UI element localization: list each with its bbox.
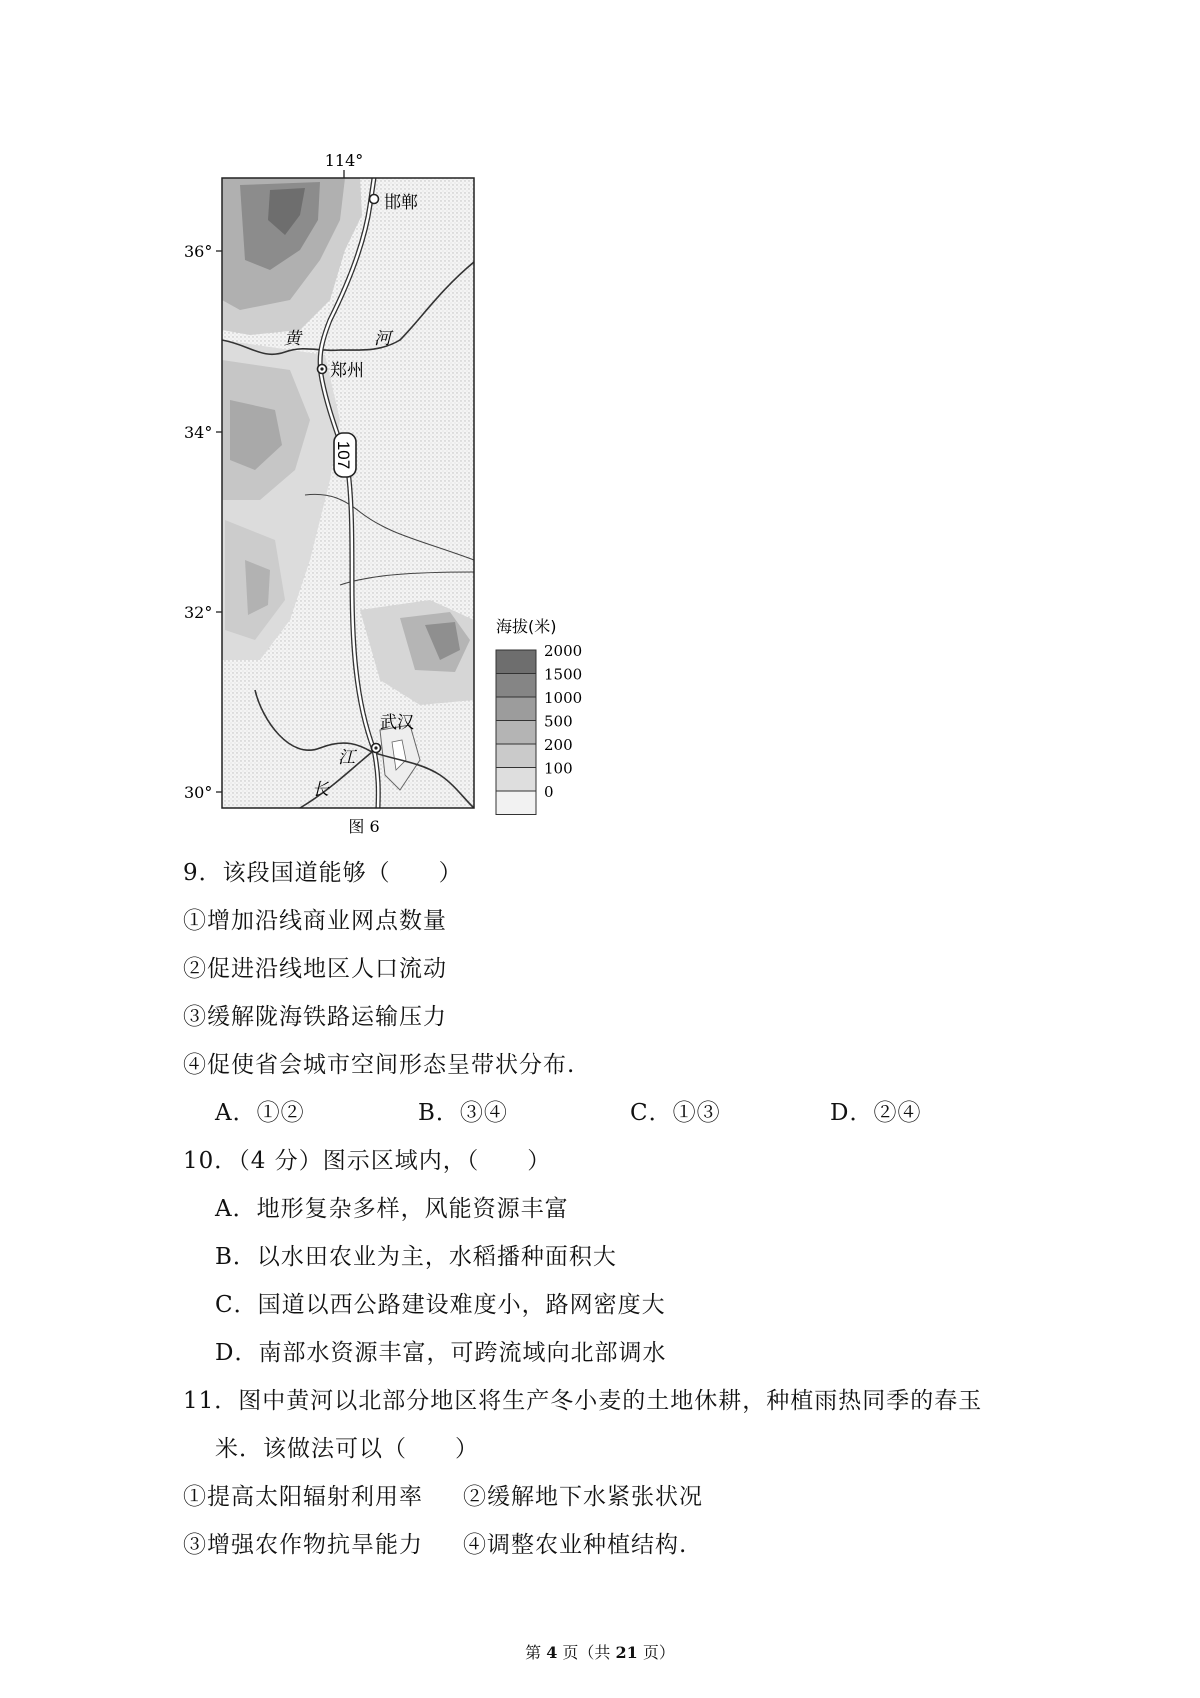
question-10-stem: 10．（4 分）图示区域内，（ ） — [183, 1148, 552, 1174]
legend-swatch — [496, 697, 536, 721]
city-label: 武汉 — [380, 713, 414, 733]
question-9-item: ③缓解陇海铁路运输压力 — [183, 1004, 447, 1030]
legend-swatch — [496, 744, 536, 768]
question-9-item: ④促使省会城市空间形态呈带状分布. — [183, 1052, 576, 1078]
question-11-item: ②缓解地下水紧张状况 — [463, 1484, 703, 1510]
road-label: 107 — [334, 440, 353, 470]
question-9-item: ②促进沿线地区人口流动 — [183, 956, 447, 982]
question-11-stem-continued: 米．该做法可以（ ） — [215, 1436, 479, 1462]
river-label: 黄 — [284, 329, 301, 349]
latitude-label: 30° — [184, 783, 213, 802]
highway-shield — [334, 433, 356, 477]
longitude-label: 114° — [324, 151, 364, 170]
legend-value: 2000 — [544, 642, 583, 660]
page-total: 21 — [615, 1643, 638, 1662]
river-label: 江 — [338, 748, 355, 768]
legend-swatch — [496, 768, 536, 792]
option-d[interactable]: D．南部水资源丰富，可跨流域向北部调水 — [215, 1340, 667, 1366]
river-label: 长 — [312, 780, 329, 800]
question-9-stem: 9．该段国道能够（ ） — [183, 860, 463, 886]
question-11-stem: 11．图中黄河以北部分地区将生产冬小麦的土地休耕，种植雨热同季的春玉 — [183, 1388, 983, 1414]
option-b[interactable]: B．③④ — [418, 1100, 508, 1126]
legend-swatch — [496, 791, 536, 815]
question-11-item: ①提高太阳辐射利用率 — [183, 1484, 423, 1510]
legend-value: 200 — [544, 736, 573, 754]
question-11-item: ④调整农业种植结构. — [463, 1532, 688, 1558]
legend-value: 0 — [544, 783, 554, 801]
page-number: 4 — [546, 1643, 558, 1662]
legend-title: 海拔(米) — [496, 617, 557, 636]
legend-value: 1500 — [544, 665, 583, 684]
latitude-label: 34° — [184, 423, 213, 442]
elevation-legend — [496, 642, 582, 815]
figure-caption: 图 6 — [348, 817, 380, 836]
question-11-item: ③增强农作物抗旱能力 — [183, 1532, 423, 1558]
option-a[interactable]: A．地形复杂多样，风能资源丰富 — [215, 1196, 569, 1222]
latitude-label: 32° — [184, 603, 213, 622]
river-label: 河 — [374, 329, 391, 349]
elevation-map — [0, 0, 1200, 840]
city-marker — [370, 195, 379, 204]
latitude-label: 36° — [184, 242, 213, 261]
city-label: 邯郸 — [384, 193, 418, 213]
option-d[interactable]: D．②④ — [830, 1100, 922, 1126]
legend-value: 500 — [544, 712, 573, 731]
figure-6-map — [0, 0, 1200, 840]
page-footer: 第 4 页（共 21 页） — [525, 1643, 675, 1662]
legend-swatch — [496, 650, 536, 674]
option-c[interactable]: C．①③ — [630, 1100, 721, 1126]
legend-value: 1000 — [544, 689, 583, 707]
legend-value: 100 — [544, 759, 573, 778]
city-label: 郑州 — [330, 361, 364, 381]
option-c[interactable]: C．国道以西公路建设难度小，路网密度大 — [215, 1292, 666, 1318]
option-a[interactable]: A．①② — [215, 1100, 305, 1126]
legend-swatch — [496, 721, 536, 745]
question-9-options — [0, 1098, 1200, 1128]
legend-swatch — [496, 674, 536, 698]
question-9-item: ①增加沿线商业网点数量 — [183, 908, 447, 934]
option-b[interactable]: B．以水田农业为主，水稻播种面积大 — [215, 1244, 617, 1270]
